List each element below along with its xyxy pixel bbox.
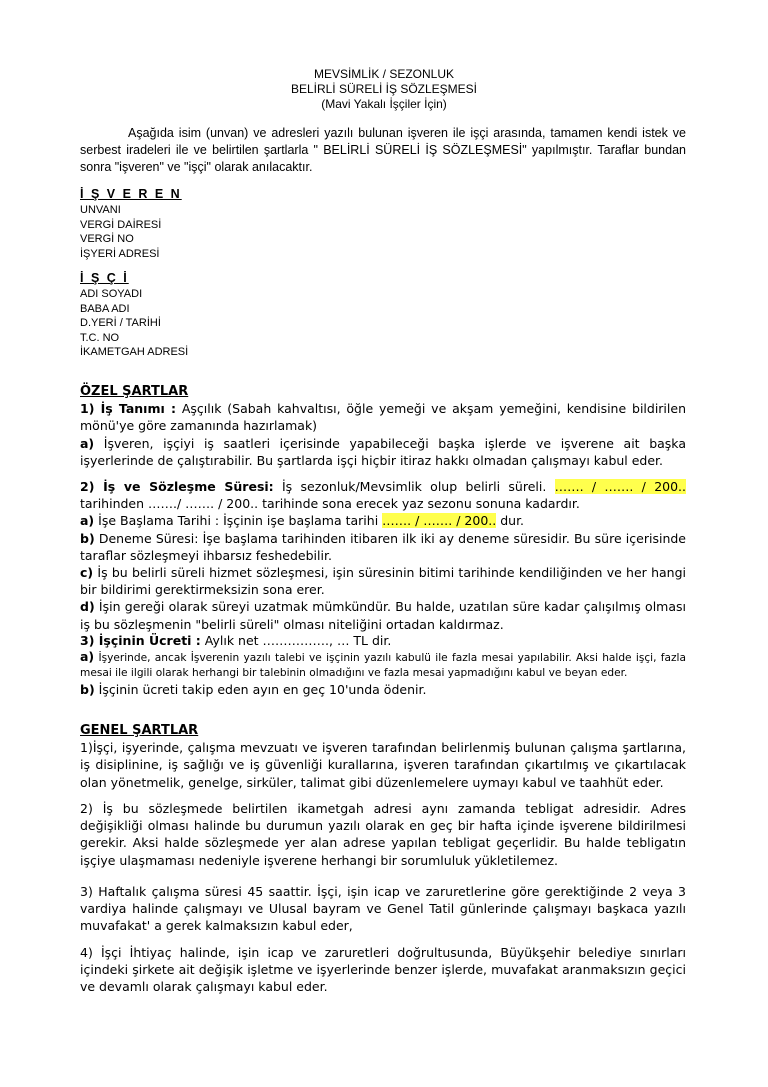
- work-start-date-field: ……. / ……. / 200..: [382, 513, 497, 529]
- clause-1: 1) İş Tanımı : Aşçılık (Sabah kahvaltısı, öğle yemeği ve akşam yemeğini, kendisine bildirilen mönü'ye göre zamanında hazırlamak): [80, 401, 686, 434]
- worker-field-adi-soyadi: ADI SOYADI: [80, 288, 143, 301]
- start-date-field: ……. / ……. / 200..: [554, 479, 686, 494]
- clause-2b: b) Deneme Süresi: İşe başlama tarihinden itibaren ilk iki ay deneme süresidir. Bu süre içerisinde taraflar sözleşmeyi ihbarsız feshedebilir.: [80, 530, 686, 563]
- salary-label: ) İşçinin Ücreti :: [88, 633, 201, 648]
- clause-1a: a) İşveren, işçiyi iş saatleri içerisinde yapabileceği başka işlerde ve işverene ait başka işyerlerinde de çalıştırabilir. Bu şartlarda işçi hiçbir itiraz hakkı olmadan çalışmayı kabul eder.: [80, 435, 686, 468]
- clause-2: 2) İş ve Sözleşme Süresi: İş sezonluk/Mevsimlik olup belirli süreli. ……. / ……. / 200.. tarihinden ……./ ……. / 200.. tarihinde sona erecek yaz sezonu sonuna kadardır.: [80, 479, 686, 512]
- general-clause-4: 4) İşçi İhtiyaç halinde, işin icap ve zaruretleri doğrultusunda, Büyükşehir belediye sınırları içindeki şirkete ait değişik işletme ve işyerlerinde benzer işlerde, muvafakat aranmaksızın geçici ve devamlı olarak çalışmayı kabul eder.: [80, 945, 686, 995]
- general-terms-heading: GENEL ŞARTLAR: [80, 723, 199, 738]
- general-clause-1: 1)İşçi, işyerinde, çalışma mevzuatı ve işveren tarafından belirlenmiş bulunan çalışma şartlarına, iş disiplinine, iş sağlığı ve iş güvenliği kurallarına, işveren tarafından çıkartılmış ve çıkartılacak olan yönetmelik, genelge, sirküler, talimat gibi düzenlemelere uymayı kabul ve taahhüt eder.: [80, 740, 686, 790]
- clause-2d: d) İşin gereği olarak süreyi uzatmak mümkündür. Bu halde, uzatılan süre kadar çalışılmış olması iş bu sözleşmenin "belirli süreli" olması niteliğini ortadan kaldırmaz.: [80, 599, 686, 632]
- clause-3a: a) İşyerinde, ancak İşverenin yazılı talebi ve işçinin yazılı kabulü ile fazla mesai yapılabilir. Aksi halde işçi, fazla mesai ile ilgili olarak herhangi bir talebinin olmadığını ve fazla mesai yapmadığını kabul ve beyan eder.: [80, 649, 686, 680]
- employer-field-vergi-dairesi: VERGİ DAİRESİ: [80, 218, 162, 231]
- employer-heading: İ Ş V E R E N: [80, 187, 182, 201]
- special-terms-heading: ÖZEL ŞARTLAR: [80, 384, 189, 399]
- clause-2c: c) İş bu belirli süreli hizmet sözleşmesi, işin süresinin bitimi tarihinde kendiliğinden ve her hangi bir bildirimi gerektirmeksizin sona erer.: [80, 565, 686, 598]
- general-clause-3: 3) Haftalık çalışma süresi 45 saattir. İşçi, işin icap ve zaruretlerine göre gerektiğinde 2 veya 3 vardiya halinde çalışmayı ve Ulusal bayram ve Genel Tatil günlerinde çalışmayı başkaca yazılı muvafakat' a gerek kalmaksızın kabul eder,: [80, 884, 686, 934]
- general-clause-2: 2) İş bu sözleşmede belirtilen ikametgah adresi aynı zamanda tebligat adresidir. Adres değişikliği olması halinde bu durumun yazılı olarak en geç bir hafta içinde işverene bildirilmesi gerekir. Aksi halde sözleşmede yer alan adrese yapılan tebligat geçerlidir. Bu halde tebligatın işçiye ulaşmaması nedeniyle işverene herhangi bir sorumluluk yükletilemez.: [80, 801, 686, 868]
- intro-text: Aşağıda isim (unvan) ve adresleri yazılı bulunan işveren ile işçi arasında, tamamen kendi istek ve serbest iradeleri ile ve belirtilen şartlarla " BELİRLİ SÜRELİ İŞ SÖZLEŞMESİ" yapılmıştır. Taraflar bundan sonra "işveren" ve "işçi" olarak anılacaktır.: [80, 126, 686, 175]
- employer-field-vergi-no: VERGİ NO: [80, 233, 134, 246]
- worker-field-dogum-yeri: D.YERİ / TARİHİ: [80, 317, 161, 330]
- general-terms-section: [80, 722, 686, 791]
- clause-2a: a) İşe Başlama Tarihi : İşçinin işe başlama tarihi ……. / ……. / 200.. dur.: [80, 513, 525, 529]
- worker-field-tc-no: T.C. NO: [80, 331, 120, 344]
- clause-3: 3) İşçinin Ücreti : Aylık net ……………., … TL dir.: [80, 633, 392, 648]
- worker-heading: İ Ş Ç İ: [80, 271, 129, 285]
- special-terms-section: [80, 383, 686, 469]
- doc-title-line1: MEVSİMLİK / SEZONLUK: [313, 67, 455, 81]
- worker-section: [80, 270, 686, 360]
- employer-field-unvani: UNVANI: [80, 204, 121, 217]
- doc-title-line3: (Mavi Yakalı İşçiler İçin): [321, 97, 447, 111]
- intro-paragraph: [80, 125, 686, 177]
- doc-title-line2: BELİRLİ SÜRELİ İŞ SÖZLEŞMESİ: [290, 82, 478, 96]
- worker-field-baba-adi: BABA ADI: [80, 302, 130, 315]
- clause-3-section: [80, 632, 686, 698]
- clause-2-section: [80, 478, 686, 633]
- employer-section: [80, 186, 686, 261]
- clause-3b: b) İşçinin ücreti takip eden ayın en geç 10'unda ödenir.: [80, 682, 427, 698]
- employer-field-isyeri-adresi: İŞYERİ ADRESİ: [80, 247, 160, 260]
- worker-field-ikametgah: İKAMETGAH ADRESİ: [80, 346, 189, 359]
